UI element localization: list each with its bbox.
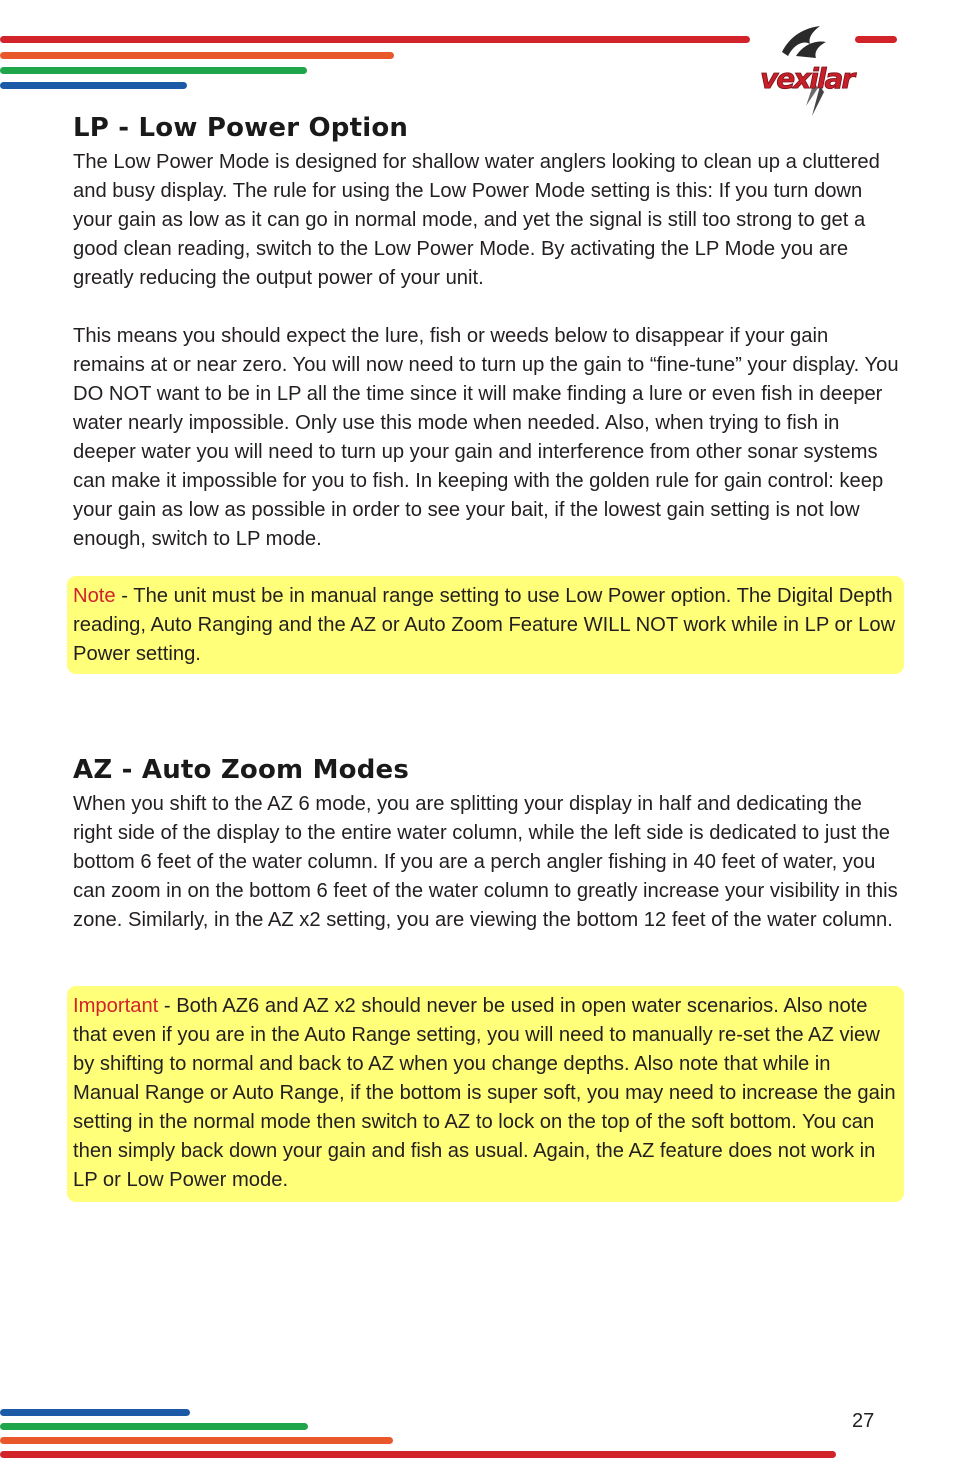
bottom-blue-stripe	[0, 1409, 190, 1416]
bottom-orange-stripe	[0, 1437, 393, 1444]
page-number: 27	[852, 1410, 875, 1432]
lp-paragraph-1: The Low Power Mode is designed for shallow water anglers looking to clean up a cluttered and busy display. The rule for using the Low Power Mode setting is this: If you turn down your gain as low as it can go in normal mode, and yet the signal is still too strong to get a good clean reading, switch to the Low Power Mode. By activating the LP Mode you are greatly reducing the output power of your unit.	[73, 151, 880, 289]
note-label: Note	[73, 585, 116, 607]
top-blue-stripe	[0, 82, 187, 89]
top-orange-stripe	[0, 52, 394, 59]
top-green-stripe	[0, 67, 307, 74]
important-body: - Both AZ6 and AZ x2 should never be used in open water scenarios. Also note that even if you are in the Auto Range setting, you will need to manually re-set the AZ view by shifting to normal and back to AZ when you change depths. Also note that while in Manual Range or Auto Range, if the bottom is super soft, you may need to increase the gain setting in the normal mode then switch to AZ to lock on the top of the soft bottom. You can then simply back down your gain and fish as usual. Again, the AZ feature does not work in LP or Low Power mode.	[73, 995, 896, 1191]
vexilar-logo	[754, 22, 858, 118]
lp-paragraph-2: This means you should expect the lure, fish or weeds below to disappear if your gain remains at or near zero. You will now need to turn up the gain to “fine-tune” your display. You DO NOT want to be in LP all the time since it will make finding a lure or even fish in deeper water nearly impossible. Only use this mode when needed. Also, when trying to fish in deeper water you will need to turn up your gain and interference from other sonar systems can make it impossible for you to fish. In keeping with the golden rule for gain control: keep your gain as low as possible in order to see your bait, if the lowest gain setting is not low enough, switch to LP mode.	[73, 325, 899, 550]
top-red-stripe	[0, 36, 750, 43]
az-section-heading: AZ - Auto Zoom Modes	[73, 755, 410, 785]
az-paragraph-1: When you shift to the AZ 6 mode, you are splitting your display in half and dedicating the right side of the display to the entire water column, while the left side is dedicated to just the bottom 6 feet of the water column. If you are a perch angler fishing in 40 feet of water, you can zoom in on the bottom 6 feet of the water column to greatly increase your visibility in this zone. Similarly, in the AZ x2 setting, you are viewing the bottom 12 feet of the water column.	[73, 793, 898, 931]
important-label: Important	[73, 995, 159, 1017]
important-text	[73, 992, 901, 1195]
top-right-red-stripe	[855, 36, 897, 43]
bottom-green-stripe	[0, 1423, 308, 1430]
svg-text:vexilar: vexilar	[760, 62, 854, 95]
note-text	[73, 582, 901, 669]
note-body: - The unit must be in manual range setting to use Low Power option. The Digital Depth reading, Auto Ranging and the AZ or Auto Zoom Feature WILL NOT work while in LP or Low Power setting.	[73, 585, 896, 665]
note-callout	[67, 576, 904, 674]
lp-section-heading: LP - Low Power Option	[73, 113, 409, 143]
important-callout	[67, 986, 904, 1202]
bottom-red-stripe	[0, 1451, 836, 1458]
